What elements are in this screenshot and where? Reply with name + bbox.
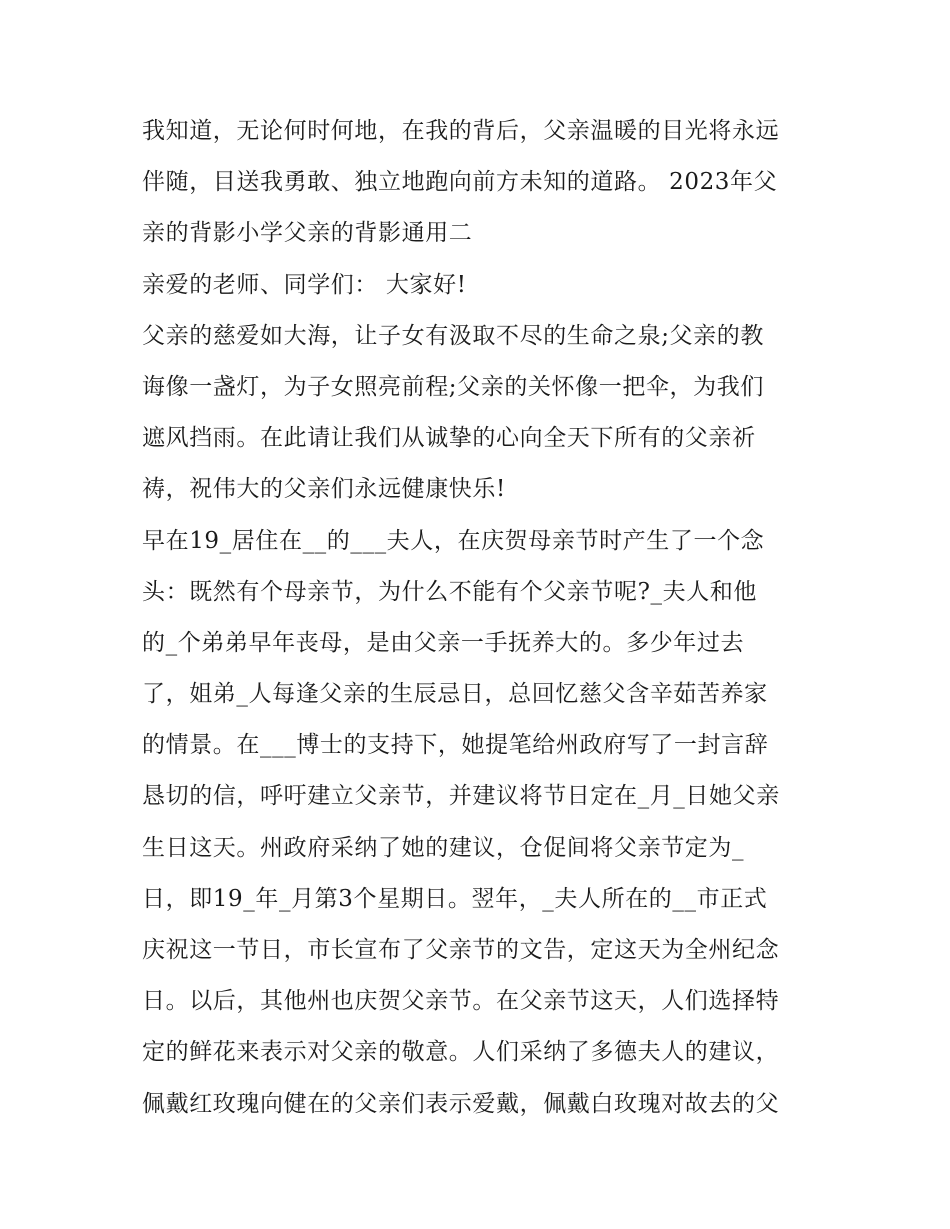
text-line: 了，姐弟_人每逢父亲的生辰忌日，总回忆慈父含辛茹苦养家 (142, 681, 768, 708)
body-text (142, 106, 832, 1130)
text-line: 早在19_居住在__的___夫人，在庆贺母亲节时产生了一个念 (142, 527, 765, 554)
text-line: 日。以后，其他州也庆贺父亲节。在父亲节这天，人们选择特 (142, 988, 780, 1015)
text-line: 遮风挡雨。在此请让我们从诚挚的心向全天下所有的父亲祈 (142, 425, 756, 452)
text-line: 恳切的信，呼吁建立父亲节，并建议将节日定在_月_日她父亲 (142, 783, 780, 810)
text-line: 生日这天。州政府采纳了她的建议，仓促间将父亲节定为_ (142, 834, 745, 861)
text-line: 佩戴红玫瑰向健在的父亲们表示爱戴，佩戴白玫瑰对故去的父 (142, 1090, 780, 1117)
text-line: 诲像一盏灯，为子女照亮前程;父亲的关怀像一把伞，为我们 (142, 373, 764, 400)
text-line: 亲的背影小学父亲的背影通用二 (142, 220, 473, 247)
text-line: 亲爱的老师、同学们： 大家好! (142, 271, 467, 298)
text-line: 庆祝这一节日，市长宣布了父亲节的文告，定这天为全州纪念 (142, 937, 780, 963)
text-line: 父亲的慈爱如大海，让子女有汲取不尽的生命之泉;父亲的教 (142, 322, 764, 349)
text-line: 我知道，无论何时何地，在我的背后，父亲温暖的目光将永远 (142, 118, 780, 144)
text-line: 伴随，目送我勇敢、独立地跑向前方未知的道路。 2023年父 (142, 169, 778, 196)
text-line: 的_个弟弟早年丧母，是由父亲一手抚养大的。多少年过去 (142, 629, 745, 656)
text-line: 定的鲜花来表示对父亲的敬意。人们采纳了多德夫人的建议， (142, 1039, 780, 1066)
text-line: 的情景。在___博士的支持下，她提笔给州政府写了一封言辞 (142, 732, 769, 759)
text-line: 祷，祝伟大的父亲们永远健康快乐! (142, 476, 506, 503)
text-line: 头：既然有个母亲节，为什么不能有个父亲节呢?_夫人和他 (142, 578, 758, 605)
text-line: 日，即19_年_月第3个星期日。翌年，_夫人所在的__市正式 (142, 885, 768, 912)
